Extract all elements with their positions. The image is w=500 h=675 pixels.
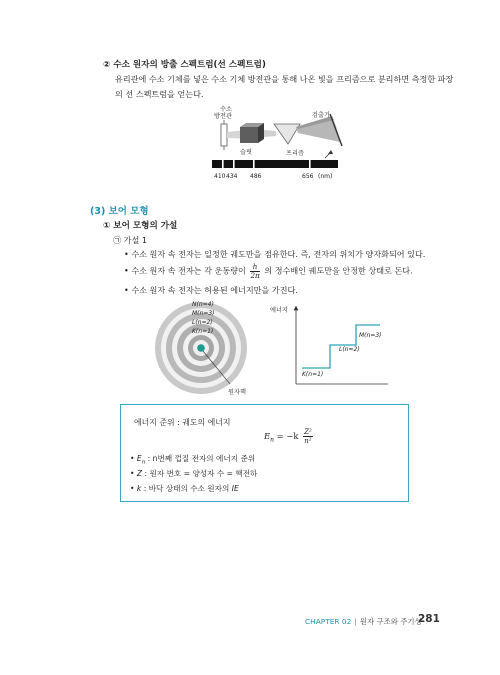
y-axis-label: 에너지 xyxy=(270,307,288,314)
chapter-label: CHAPTER 02 xyxy=(305,617,352,626)
box-bullet: • $E_n$ : n번째 껍질 전자의 에너지 준위 xyxy=(130,454,256,466)
page-number: 281 xyxy=(418,613,440,625)
tick-label: 410 xyxy=(214,173,226,180)
section-heading: (3) 보어 모형 xyxy=(90,206,149,217)
bullet-text: 의 정수배인 궤도만을 안정한 상태로 돈다. xyxy=(264,265,413,276)
shell-label: L(n=2) xyxy=(192,319,213,326)
detector-label: 검출기 xyxy=(312,112,330,119)
prism-label: 프리즘 xyxy=(286,150,304,157)
shell-label: K(n=1) xyxy=(192,328,214,335)
level-label: L(n=2) xyxy=(339,346,360,353)
nucleus xyxy=(197,344,205,352)
box-bullet: • k : 바닥 상태의 수소 원자의 IE xyxy=(130,484,239,493)
level-label: K(n=1) xyxy=(302,371,324,378)
unit-label: (nm) xyxy=(318,173,333,180)
shell-label: N(n=4) xyxy=(192,301,214,308)
spectral-line xyxy=(233,160,235,168)
level-label: M(n=3) xyxy=(359,332,382,339)
tick-label: 434 xyxy=(226,173,238,180)
slit-label: 슬릿 xyxy=(240,149,252,156)
section-heading: ② 수소 원자의 방출 스펙트럼(선 스펙트럼) xyxy=(103,60,266,70)
spectral-line xyxy=(222,160,224,168)
bullet-item: • 수소 원자 속 전자는 허용된 에너지만을 가진다. xyxy=(124,285,298,295)
bohr-orbit-diagram xyxy=(148,298,268,402)
spectral-line xyxy=(253,160,255,168)
nucleus-label: 원자핵 xyxy=(228,389,246,396)
energy-level-diagram xyxy=(270,298,404,392)
bullet-text: • 수소 원자 속 전자는 각 운동량이 xyxy=(124,265,246,276)
line-spectrum xyxy=(212,160,338,184)
page-footer: CHAPTER 02 | 원자 구조와 주기성 xyxy=(305,617,422,626)
discharge-tube xyxy=(221,124,227,146)
shell-label: M(n=3) xyxy=(192,310,215,317)
box-bullet: • Z : 원자 번호 = 양성자 수 = 핵전하 xyxy=(130,469,258,478)
tube-label: 방전관 xyxy=(214,113,232,120)
tick-label: 656 xyxy=(302,173,314,180)
energy-formula: $E_n = -k$ $\frac{\text{Z²}}{\text{n²}}$ xyxy=(264,428,312,445)
sub-heading: ① 보어 모형의 가설 xyxy=(103,221,178,231)
chapter-title: 원자 구조와 주기성 xyxy=(359,617,422,626)
bullet-item xyxy=(124,263,413,280)
bullet-item: • 수소 원자 속 전자는 일정한 궤도만을 점유한다. 즉, 전자의 위치가 양자화되어 있다. xyxy=(124,249,426,259)
fraction: $\frac{h}{2\pi}$ xyxy=(250,262,260,280)
tube-label: 수소 xyxy=(220,106,232,113)
hypothesis-label: ㉠ 가설 1 xyxy=(113,235,148,245)
box-title: 에너지 준위 : 궤도의 에너지 xyxy=(134,418,231,427)
paragraph-line: 유리관에 수소 기체를 넣은 수소 기체 방전관을 통해 나온 빛을 프리즘으로 분리하면 측정한 파장 xyxy=(115,74,454,84)
paragraph-line: 의 선 스펙트럼을 얻는다. xyxy=(115,89,204,99)
spectral-line xyxy=(309,160,311,168)
tick-label: 486 xyxy=(250,173,262,180)
